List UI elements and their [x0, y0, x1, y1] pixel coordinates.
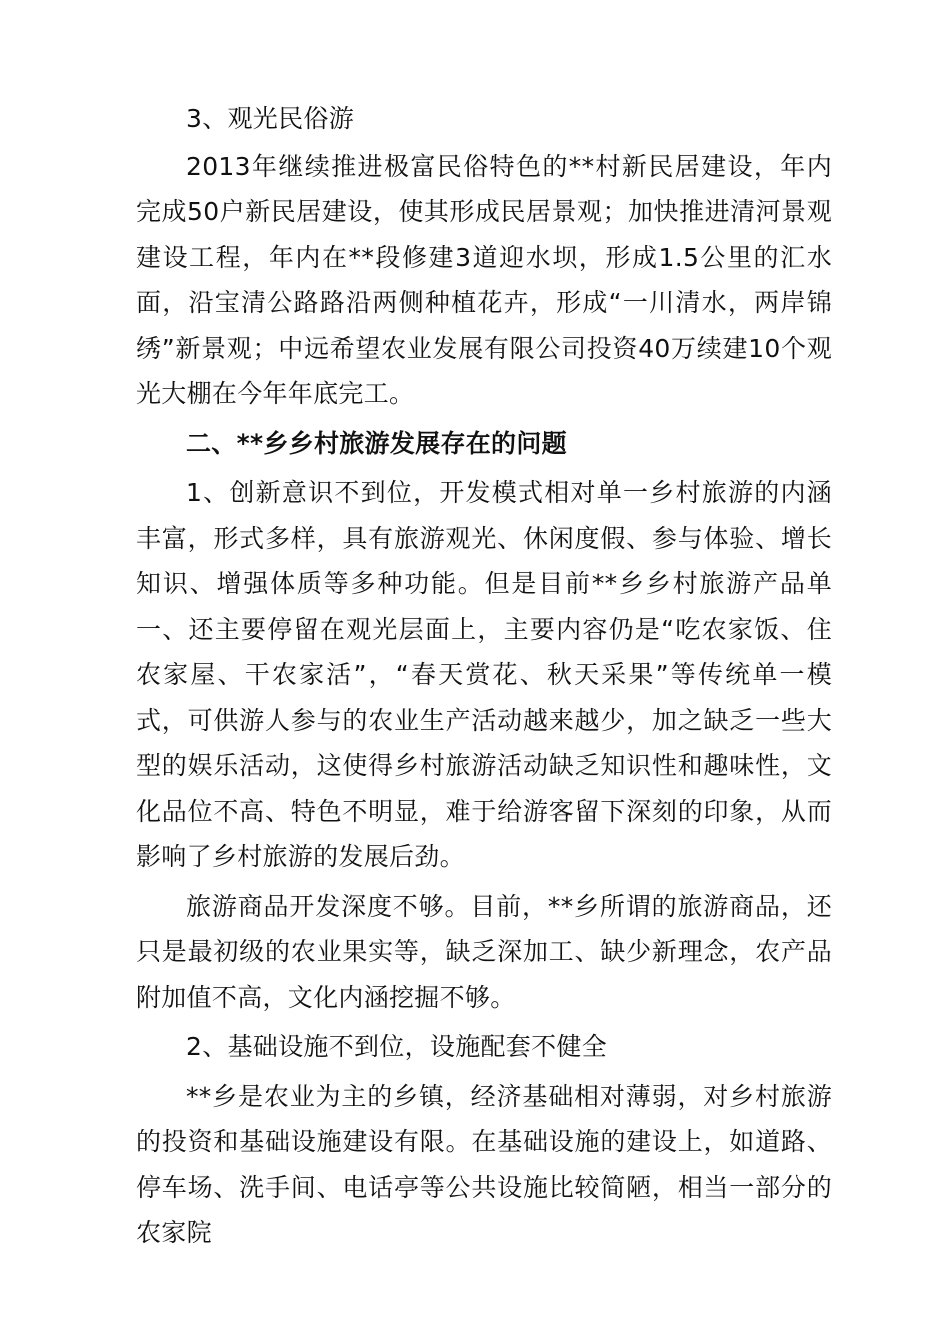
section-3-paragraph: 2013年继续推进极富民俗特色的**村新民居建设，年内完成50户新民居建设，使其形成民居景观；加快推进清河景观建设工程，年内在**段修建3道迎水坝，形成1.5公里的汇水面，沿宝清公路路沿两侧种植花卉，形成“一川清水，两岸锦绣”新景观；中远希望农业发展有限公司投资40万续建10个观光大棚在今年年底完工。: [136, 151, 832, 408]
tourism-goods-paragraph: 旅游商品开发深度不够。目前，**乡所谓的旅游商品，还只是最初级的农业果实等，缺乏深加工、缺少新理念，农产品附加值不高，文化内涵挖掘不够。: [136, 891, 832, 1012]
document-body: [136, 96, 832, 1256]
issue-2-title: 2、基础设施不到位，设施配套不健全: [186, 1032, 608, 1061]
issue-2-paragraph: **乡是农业为主的乡镇，经济基础相对薄弱，对乡村旅游的投资和基础设施建设有限。在基础设施的建设上，如道路、停车场、洗手间、电话亭等公共设施比较简陋，相当一部分的农家院: [136, 1081, 832, 1247]
issue-1-paragraph: 1、创新意识不到位，开发模式相对单一乡村旅游的内涵丰富，形式多样，具有旅游观光、休闲度假、参与体验、增长知识、增强体质等多种功能。但是目前**乡乡村旅游产品单一、还主要停留在观光层面上，主要内容仍是“吃农家饭、住农家屋、干农家活”，“春天赏花、秋天采果”等传统单一模式，可供游人参与的农业生产活动越来越少，加之缺乏一些大型的娱乐活动，这使得乡村旅游活动缺乏知识性和趣味性，文化品位不高、特色不明显，难于给游客留下深刻的印象，从而影响了乡村旅游的发展后劲。: [136, 478, 832, 871]
part-2-heading: 二、**乡乡村旅游发展存在的问题: [186, 428, 567, 458]
section-3-title: 3、观光民俗游: [186, 104, 355, 133]
